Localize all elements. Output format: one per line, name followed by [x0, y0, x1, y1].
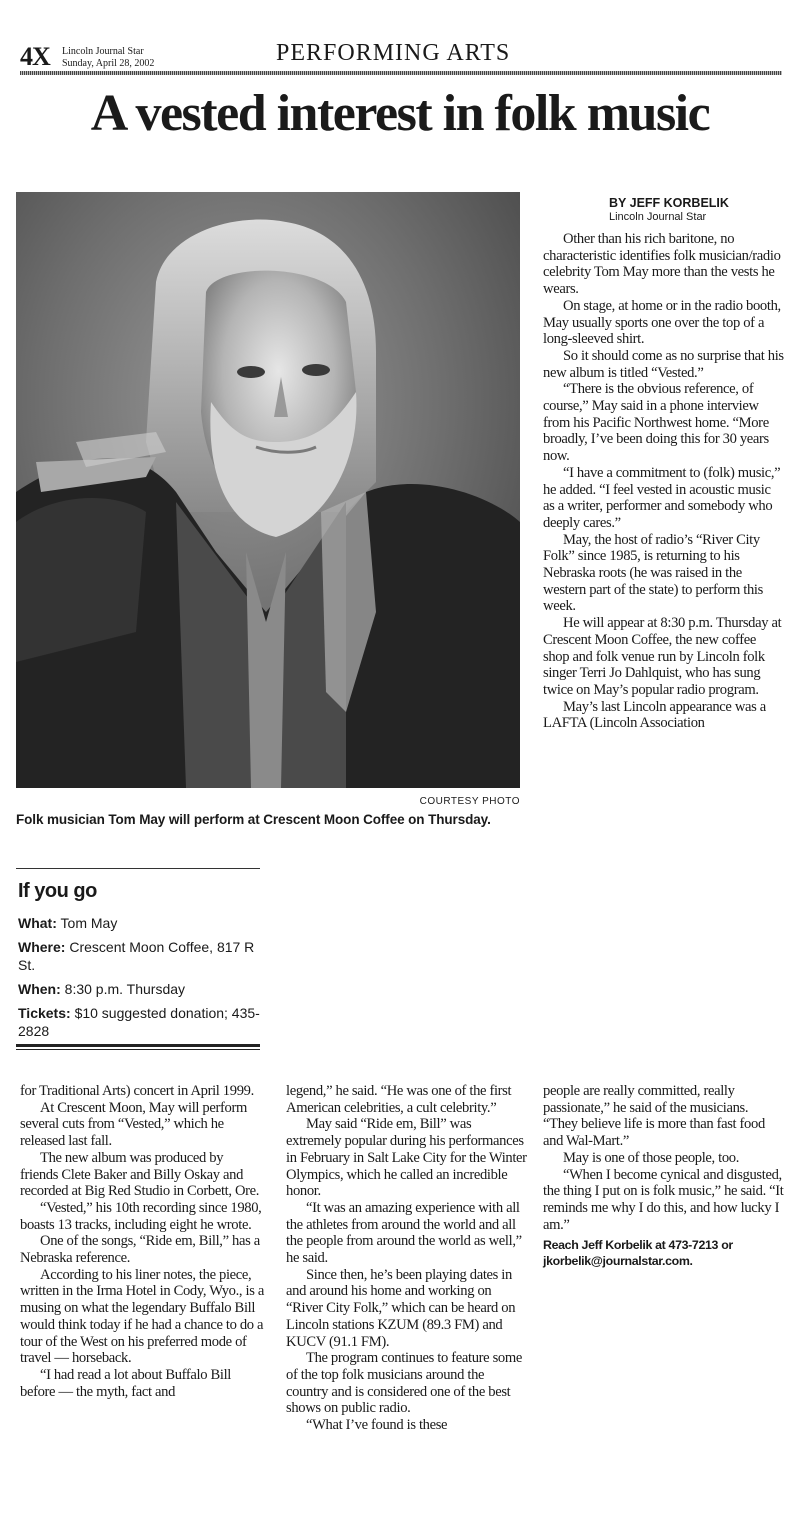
info-where-label: Where:	[18, 939, 66, 955]
paragraph: According to his liner notes, the piece, written in the Irma Hotel in Cody, Wyo., is a musing on what the legendary Buffalo Bill would think today if he had a chance to do a tour of the West on his preferred mode of travel — horseback.	[20, 1266, 264, 1367]
article-column-right	[543, 231, 785, 732]
info-when	[18, 980, 262, 998]
byline-name: BY JEFF KORBELIK	[609, 196, 729, 210]
section-title: PERFORMING ARTS	[276, 40, 511, 66]
byline-affiliation: Lincoln Journal Star	[609, 211, 707, 223]
article-column-2	[286, 1083, 528, 1434]
paragraph: Since then, he’s been playing dates in and around his home and working on “River City Folk,” which can be heard on Lincoln stations KZUM (89.3 FM) and KUCV (91.1 FM).	[286, 1266, 516, 1350]
paragraph: “When I become cynical and disgusted, the thing I put on is folk music,” he said. “It reminds me why I do this, and how lucky I am.”	[543, 1166, 784, 1233]
info-box-bottom-rule	[16, 1044, 260, 1047]
paragraph: On stage, at home or in the radio booth, May usually sports one over the top of a long-sleeved shirt.	[543, 297, 781, 348]
info-when-value: 8:30 p.m. Thursday	[64, 981, 186, 997]
masthead-rule	[20, 71, 782, 75]
publication-info	[62, 46, 154, 70]
paragraph: So it should come as no surprise that his new album is titled “Vested.”	[543, 347, 784, 381]
info-what	[18, 914, 262, 932]
publication-name: Lincoln Journal Star	[62, 46, 144, 57]
paragraph: legend,” he said. “He was one of the first American celebrities, a cult celebrity.”	[286, 1083, 512, 1116]
info-tickets-value: $10 suggested donation; 435-2828	[18, 1005, 260, 1039]
paragraph: One of the songs, “Ride em, Bill,” has a Nebraska reference.	[20, 1233, 260, 1267]
publication-date: Sunday, April 28, 2002	[62, 58, 155, 69]
reach-author: Reach Jeff Korbelik at 473-7213 or jkorbelik@journalstar.com.	[543, 1238, 733, 1269]
info-box-top-rule	[16, 868, 260, 869]
paragraph: At Crescent Moon, May will perform several cuts from “Vested,” which he released last fall.	[20, 1099, 247, 1150]
paragraph: May said “Ride em, Bill” was extremely popular during his performances in February in Salt Lake City for the Winter Olympics, which he called an incredible honor.	[286, 1116, 527, 1200]
info-what-label: What:	[18, 915, 57, 931]
info-tickets-label: Tickets:	[18, 1005, 71, 1021]
paragraph: May, the host of radio’s “River City Folk” since 1985, is returning to his Nebraska roots (he was raised in the western part of the state) to perform this week.	[543, 531, 763, 615]
info-what-value: Tom May	[60, 915, 118, 931]
info-where	[18, 938, 262, 974]
page-number: 4X	[20, 42, 50, 71]
paragraph: “I had read a lot about Buffalo Bill before — the myth, fact and	[20, 1366, 231, 1400]
portrait-photo	[16, 192, 520, 788]
paragraph: “What I’ve found is these	[306, 1417, 448, 1434]
paragraph: He will appear at 8:30 p.m. Thursday at Crescent Moon Coffee, the new coffee shop and folk venue run by Lincoln folk singer Terri Jo Dahlquist, who has sung twice on May’s popular radio program.	[543, 615, 782, 698]
paragraph: “There is the obvious reference, of course,” May said in a phone interview from his Pacific Northwest home. “More broadly, I’ve been doing this for 30 years now.	[543, 381, 769, 465]
info-box-title: If you go	[18, 880, 97, 902]
paragraph: “I have a commitment to (folk) music,” he added. “I feel vested in acoustic music as a writer, performer and somebody who deeply cares.”	[543, 464, 781, 531]
paragraph: “It was an amazing experience with all the athletes from around the world and all the people from around the world as well,” he said.	[286, 1199, 522, 1267]
masthead	[20, 40, 780, 74]
article-column-3	[543, 1083, 785, 1269]
photo-cutline: Folk musician Tom May will perform at Crescent Moon Coffee on Thursday.	[16, 812, 491, 827]
article-column-1	[20, 1083, 264, 1400]
paragraph: May is one of those people, too.	[563, 1149, 740, 1166]
paragraph: The new album was produced by friends Clete Baker and Billy Oskay and recorded at Big Red Studio in Corbett, Ore.	[20, 1149, 260, 1200]
paragraph: “Vested,” his 10th recording since 1980, boasts 13 tracks, including eight he wrote.	[20, 1199, 262, 1233]
paragraph: people are really committed, really passionate,” he said of the musicians. “They believe life is more than fast food and Wal-Mart.”	[543, 1083, 765, 1150]
paragraph: The program continues to feature some of the top folk musicians around the country and is considered one of the best shows on public radio.	[286, 1350, 523, 1417]
info-where-value: Crescent Moon Coffee, 817 R St.	[18, 939, 255, 973]
headline: A vested interest in folk music	[90, 85, 710, 142]
info-when-label: When:	[18, 981, 61, 997]
paragraph: Other than his rich baritone, no characteristic identifies folk musician/radio celebrity Tom May more than the vests he wears.	[543, 231, 781, 298]
paragraph: May’s last Lincoln appearance was a LAFTA (Lincoln Association	[543, 698, 766, 732]
photo-credit: COURTESY PHOTO	[419, 796, 520, 807]
byline	[609, 196, 729, 223]
paragraph: for Traditional Arts) concert in April 1999.	[20, 1083, 254, 1099]
info-box-bottom-rule-thin	[16, 1049, 260, 1050]
info-box	[18, 914, 262, 1046]
info-tickets	[18, 1004, 262, 1040]
